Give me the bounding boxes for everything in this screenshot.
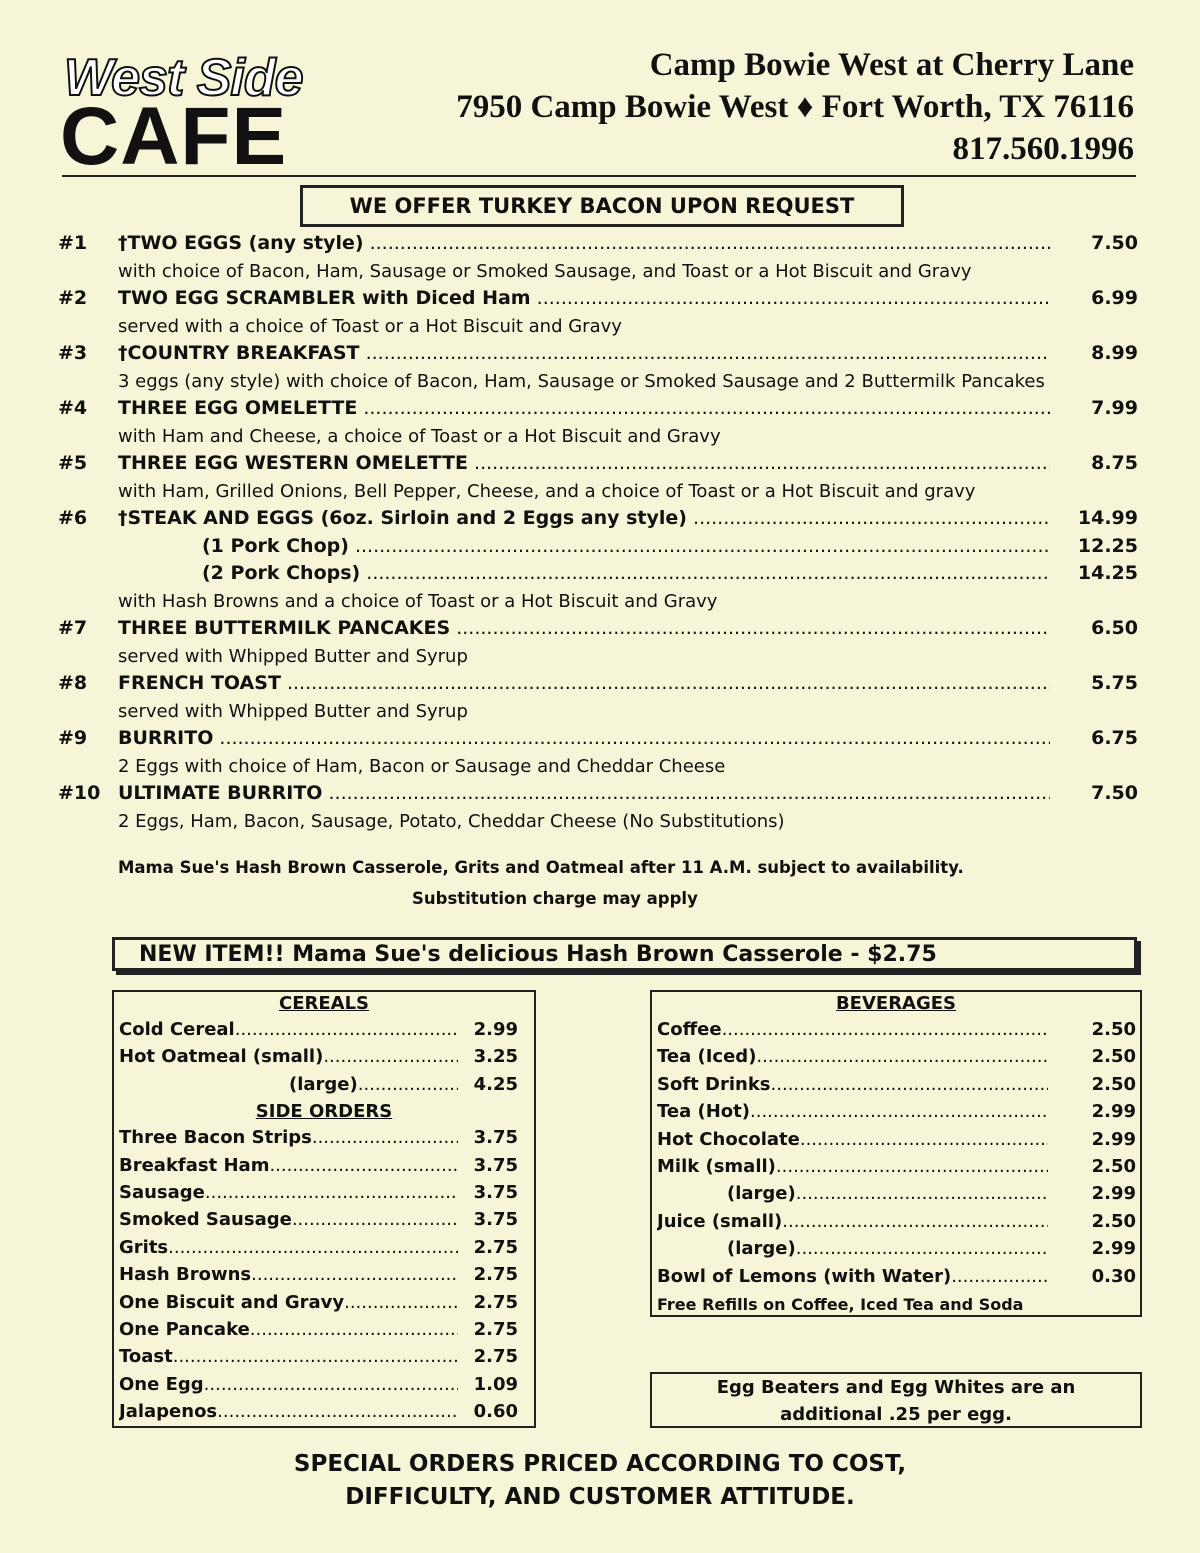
list-item-price: 2.75 [473,1264,518,1286]
list-item [652,1182,1140,1209]
list-item-price: 3.75 [473,1154,518,1176]
list-item-price: 3.75 [473,1209,518,1231]
availability-note: Mama Sue's Hash Brown Casserole, Grits and Oatmeal after 11 A.M. subject to availability. [118,858,964,877]
address-line2: 7950 Camp Bowie West ♦ Fort Worth, TX 76116 [456,89,1134,125]
list-item-name: Toast ..... [119,1346,458,1367]
free-refills-note: Free Refills on Coffee, Iced Tea and Soda [657,1294,1024,1314]
list-item [114,1345,534,1372]
logo-cafe: CAFE [60,91,288,182]
item-description: served with Whipped Butter and Syrup [118,700,468,722]
list-item-name: Cold Cereal ..... [119,1019,458,1040]
list-item-name: Smoked Sausage ..... [119,1209,458,1230]
list-item-name: Tea (Hot) ..... [657,1101,1048,1122]
item-price: 6.50 [1091,617,1138,639]
list-item-name: Bowl of Lemons (with Water) ..... [657,1266,1048,1287]
item-price: 7.50 [1091,782,1138,804]
item-name: ULTIMATE BURRITO ..... [118,782,1050,804]
item-number: #9 [58,727,88,749]
list-item [114,1318,534,1345]
list-item-price: 2.50 [1091,1210,1136,1232]
item-description-row [0,315,1200,343]
item-description: 3 eggs (any style) with choice of Bacon, Ham, Sausage or Smoked Sausage and 2 Buttermilk Pancakes [118,370,1045,392]
item-price: 6.75 [1091,727,1138,749]
item-description: 2 Eggs with choice of Ham, Bacon or Sausage and Cheddar Cheese [118,755,726,777]
list-item [652,1237,1140,1264]
item-description-row [0,480,1200,508]
item-number: #5 [58,452,88,474]
header-divider [62,175,1136,177]
logo-west-side: West Side [64,49,303,107]
list-item-price: 2.75 [473,1236,518,1258]
item-number: #2 [58,287,88,309]
list-item [652,1265,1140,1292]
list-item-price: 2.99 [1091,1101,1136,1123]
list-item-name: Breakfast Ham ..... [119,1155,458,1176]
item-description-row [0,700,1200,728]
subitem-name: (1 Pork Chop) ..... [202,535,1050,557]
item-name: TWO EGG SCRAMBLER with Diced Ham ..... [118,287,1050,309]
list-item-price: 1.09 [473,1373,518,1395]
menu-item [0,507,1200,535]
list-item-price: 2.50 [1091,1046,1136,1068]
list-item-name: Grits ..... [119,1237,458,1258]
menu-item [0,287,1200,315]
list-item [114,1208,534,1235]
menu-item [0,727,1200,755]
item-description: with Hash Browns and a choice of Toast or a Hot Biscuit and Gravy [118,590,718,612]
menu-item [0,782,1200,810]
list-item-name: (large) ..... [727,1238,1048,1259]
item-number: #6 [58,507,88,529]
menu-item [0,232,1200,260]
footer-line2: DIFFICULTY, AND CUSTOMER ATTITUDE. [345,1484,855,1510]
list-item-price: 2.99 [1091,1238,1136,1260]
list-item [114,1073,534,1100]
list-item [114,1045,534,1072]
list-item-price: 2.50 [1091,1155,1136,1177]
list-item-price: 3.75 [473,1181,518,1203]
item-description: with Ham and Cheese, a choice of Toast or a Hot Biscuit and Gravy [118,425,721,447]
item-number: #7 [58,617,88,639]
list-item [114,1263,534,1290]
item-price: 8.99 [1091,342,1138,364]
item-description-row [0,645,1200,673]
address-block [456,44,1134,170]
list-item [652,1045,1140,1072]
list-item-name: One Biscuit and Gravy ..... [119,1292,458,1313]
list-item-name: Jalapenos ..... [119,1401,458,1422]
item-number: #10 [58,782,101,804]
list-item [652,1100,1140,1127]
item-description: served with Whipped Butter and Syrup [118,645,468,667]
menu-item [0,342,1200,370]
item-name: BURRITO ..... [118,727,1050,749]
item-name: †STEAK AND EGGS (6oz. Sirloin and 2 Eggs any style) ..... [118,507,1050,529]
egg-note-line1: Egg Beaters and Egg Whites are an [716,1377,1076,1398]
item-description-row [0,370,1200,398]
list-item-price: 2.75 [473,1291,518,1313]
item-name: THREE EGG WESTERN OMELETTE ..... [118,452,1050,474]
list-item-price: 2.99 [1091,1183,1136,1205]
list-item-price: 0.30 [1091,1265,1136,1287]
menu-subitem [0,535,1200,563]
list-item [652,1210,1140,1237]
item-name: †COUNTRY BREAKFAST ..... [118,342,1050,364]
item-description: with Ham, Grilled Onions, Bell Pepper, Cheese, and a choice of Toast or a Hot Biscuit and gravy [118,480,976,502]
item-number: #8 [58,672,88,694]
list-item-price: 2.99 [1091,1128,1136,1150]
menu-subitem [0,562,1200,590]
item-number: #1 [58,232,88,254]
egg-note-line2: additional .25 per egg. [780,1404,1012,1425]
list-item-name: One Egg ..... [119,1374,458,1395]
item-name: †TWO EGGS (any style) ..... [118,232,1050,254]
list-item [114,1291,534,1318]
list-item [652,1073,1140,1100]
item-price: 7.50 [1091,232,1138,254]
menu-item [0,617,1200,645]
list-item [114,1018,534,1045]
list-item [114,1236,534,1263]
phone-number: 817.560.1996 [952,131,1134,167]
list-item [114,1154,534,1181]
item-price: 14.99 [1077,507,1138,529]
address-line1: Camp Bowie West at Cherry Lane [649,47,1134,83]
list-item-name: Tea (Iced) ..... [657,1046,1048,1067]
subitem-name: (2 Pork Chops) ..... [202,562,1050,584]
list-item-price: 3.75 [473,1127,518,1149]
list-item-name: Sausage ..... [119,1182,458,1203]
list-item [114,1126,534,1153]
side-orders-title: SIDE ORDERS [255,1101,393,1123]
breakfast-menu [0,232,1200,837]
beverages-title: BEVERAGES [835,993,957,1014]
list-item-name: Hot Chocolate ..... [657,1129,1048,1150]
item-number: #4 [58,397,88,419]
item-description-row [0,590,1200,618]
beverages-panel [650,990,1142,1317]
turkey-bacon-notice: WE OFFER TURKEY BACON UPON REQUEST [300,185,904,227]
subitem-price: 14.25 [1077,562,1138,584]
menu-item [0,452,1200,480]
list-item-name: (large) ..... [727,1183,1048,1204]
item-number: #3 [58,342,88,364]
list-item [652,1018,1140,1045]
item-price: 8.75 [1091,452,1138,474]
item-description-row [0,755,1200,783]
list-item [652,1155,1140,1182]
list-item-name: (large) ..... [289,1074,458,1095]
menu-item [0,397,1200,425]
special-orders-footer [0,1448,1200,1514]
item-price: 6.99 [1091,287,1138,309]
list-item-name: Three Bacon Strips ..... [119,1127,458,1148]
item-description: served with a choice of Toast or a Hot Biscuit and Gravy [118,315,622,337]
item-price: 7.99 [1091,397,1138,419]
list-item-name: Hash Browns ..... [119,1264,458,1285]
list-item [114,1400,534,1427]
list-item-price: 2.50 [1091,1073,1136,1095]
item-price: 5.75 [1091,672,1138,694]
item-name: THREE EGG OMELETTE ..... [118,397,1050,419]
cereals-sides-panel [112,990,536,1428]
list-item-price: 2.75 [473,1346,518,1368]
list-item [114,1373,534,1400]
list-item-price: 0.60 [473,1401,518,1423]
menu-item [0,672,1200,700]
list-item-price: 2.50 [1091,1019,1136,1040]
egg-beaters-note [650,1372,1142,1428]
cafe-logo [60,48,315,182]
list-item-name: Milk (small) ..... [657,1156,1048,1177]
list-item-name: Hot Oatmeal (small) ..... [119,1046,458,1067]
list-item-price: 4.25 [473,1073,518,1095]
list-item-price: 2.75 [473,1318,518,1340]
list-item [114,1181,534,1208]
item-description-row [0,810,1200,838]
list-item-name: Juice (small) ..... [657,1211,1048,1232]
list-item-name: Soft Drinks ..... [657,1074,1048,1095]
list-item [652,1128,1140,1155]
list-item-name: One Pancake ..... [119,1319,458,1340]
item-name: THREE BUTTERMILK PANCAKES ..... [118,617,1050,639]
subitem-price: 12.25 [1077,534,1138,557]
item-description: 2 Eggs, Ham, Bacon, Sausage, Potato, Cheddar Cheese (No Substitutions) [118,810,785,832]
footer-line1: SPECIAL ORDERS PRICED ACCORDING TO COST, [293,1451,907,1477]
list-item-price: 2.99 [473,1019,518,1040]
item-name: FRENCH TOAST ..... [118,672,1050,694]
substitution-note: Substitution charge may apply [412,889,698,908]
new-item-banner: NEW ITEM!! Mama Sue's delicious Hash Brown Casserole - $2.75 [112,937,1137,971]
item-description: with choice of Bacon, Ham, Sausage or Smoked Sausage, and Toast or a Hot Biscuit and Gravy [118,260,972,282]
item-description-row [0,425,1200,453]
item-description-row [0,260,1200,288]
list-item-price: 3.25 [473,1046,518,1068]
list-item-name: Coffee ..... [657,1019,1048,1040]
cereals-title: CEREALS [278,993,370,1014]
